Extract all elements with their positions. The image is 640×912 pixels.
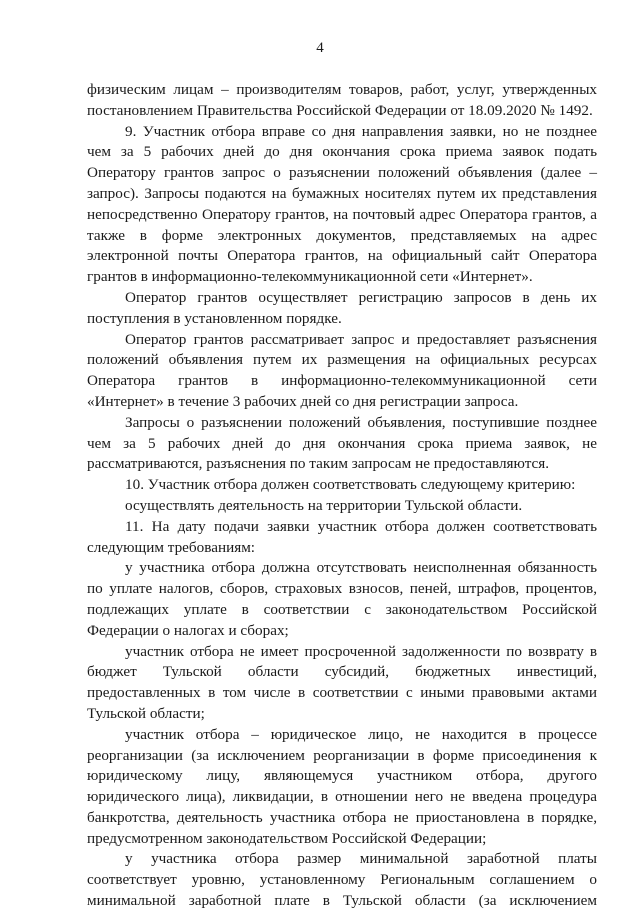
text-line: юридического лица), ликвидации, в отношении него не введена процедура	[87, 788, 597, 806]
text-line: 10. Участник отбора должен соответствовать следующему критерию:	[125, 476, 576, 494]
text-line: электронной почты Оператора грантов, на официальный сайт Оператора	[87, 247, 597, 265]
text-line: предоставленных в том числе в соответствии с иными правовыми актами	[87, 684, 597, 702]
text-line: минимальной заработной плате в Тульской области (за исключением	[87, 892, 597, 910]
text-line: положений объявления путем их размещения на официальных ресурсах	[87, 351, 597, 369]
text-line: постановлением Правительства Российской Федерации от 18.09.2020 № 1492.	[87, 101, 593, 119]
text-line: «Интернет» в течение 3 рабочих дней со дня регистрации запроса.	[87, 392, 519, 410]
text-line: Оператора грантов в информационно-телекоммуникационной сети	[87, 372, 597, 390]
text-line: Тульской области;	[87, 704, 205, 722]
text-line: юридическому лицу, являющемуся участником отбора, другого	[87, 767, 597, 785]
page-number: 4	[316, 40, 324, 56]
text-line: непосредственно Оператору грантов, на почтовый адрес Оператора грантов, а	[87, 205, 597, 223]
text-line: подлежащих уплате в соответствии с законодательством Российской	[87, 600, 597, 618]
text-line: Федерации о налогах и сборах;	[87, 621, 289, 639]
text-line: бюджет Тульской области субсидий, бюджетных инвестиций,	[87, 663, 597, 681]
text-line: рассматриваются, разъяснения по таким запросам не предоставляются.	[87, 455, 550, 473]
text-line: следующим требованиям:	[87, 538, 256, 556]
text-line: банкротства, деятельность участника отбора не приостановлена в порядке,	[87, 808, 597, 826]
text-line: у участника отбора должна отсутствовать неисполненная обязанность	[125, 559, 597, 577]
document-body	[87, 80, 597, 912]
text-line: Оператору грантов запрос о разъяснении положений объявления (далее –	[87, 164, 597, 182]
text-line: по уплате налогов, сборов, страховых взносов, пеней, штрафов, процентов,	[87, 580, 597, 598]
text-line: 9. Участник отбора вправе со дня направления заявки, но не позднее	[125, 122, 597, 140]
text-line: соответствует уровню, установленному Региональным соглашением о	[87, 871, 597, 889]
text-line: осуществлять деятельность на территории Тульской области.	[125, 496, 523, 514]
text-line: у участника отбора размер минимальной заработной платы	[125, 850, 597, 868]
text-line: физическим лицам – производителям товаров, работ, услуг, утвержденных	[87, 81, 597, 98]
text-line: реорганизации (за исключением реорганизации в форме присоединения к	[87, 746, 597, 764]
text-line: чем за 5 рабочих дней до дня окончания срока приема заявок подать	[87, 143, 597, 161]
text-line: 11. На дату подачи заявки участник отбора должен соответствовать	[125, 517, 597, 535]
text-line: Запросы о разъяснении положений объявления, поступившие позднее	[125, 413, 597, 431]
text-line: также в форме электронных документов, представляемых на адрес	[87, 226, 597, 244]
text-line: Оператор грантов рассматривает запрос и предоставляет разъяснения	[125, 330, 597, 348]
text-line: грантов в информационно-телекоммуникационной сети «Интернет».	[87, 268, 533, 286]
text-line: предусмотренном законодательством Российской Федерации;	[87, 829, 487, 847]
text-line: запрос). Запросы подаются на бумажных носителях путем их представления	[87, 184, 597, 202]
text-line: участник отбора не имеет просроченной задолженности по возврату в	[125, 642, 597, 660]
text-line: чем за 5 рабочих дней до дня окончания срока приема заявок, не	[87, 434, 597, 452]
text-line: Оператор грантов осуществляет регистрацию запросов в день их	[125, 288, 597, 306]
text-line: поступления в установленном порядке.	[87, 309, 342, 327]
text-line: участник отбора – юридическое лицо, не находится в процессе	[125, 725, 597, 743]
